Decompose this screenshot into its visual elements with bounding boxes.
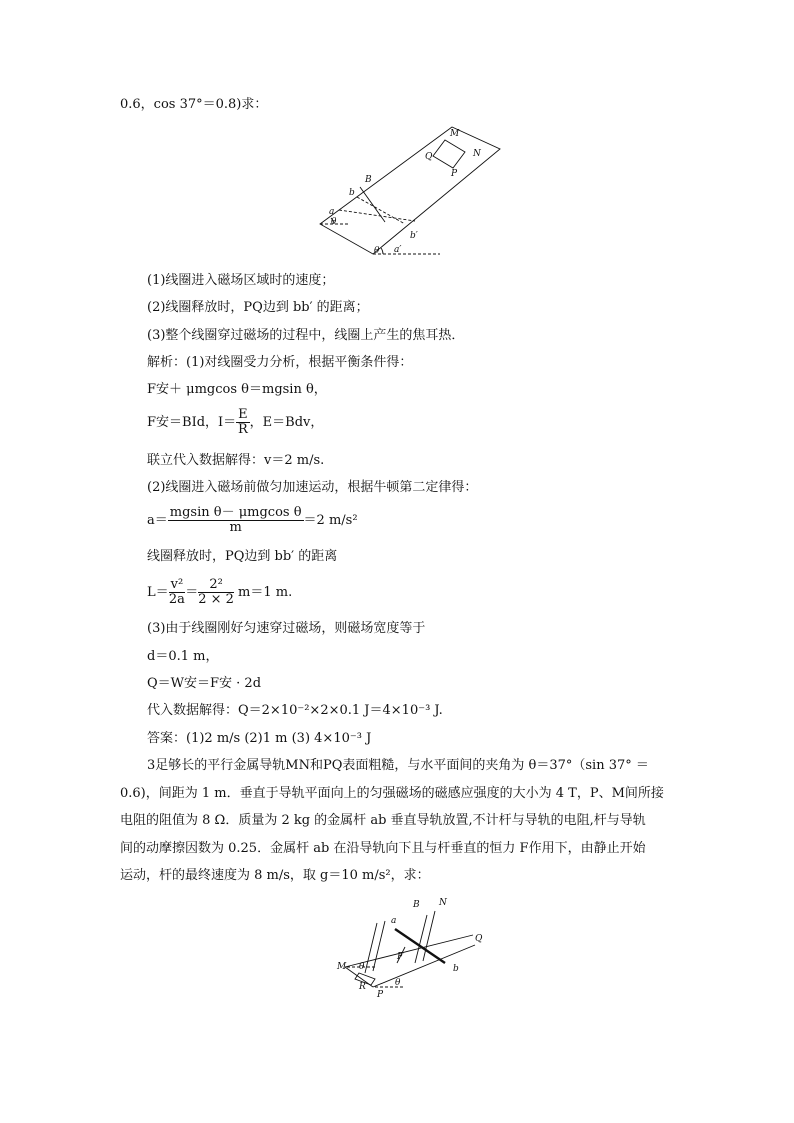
label-M: M [337, 962, 347, 972]
rail-PQ [373, 945, 475, 987]
label-b-prime: b′ [410, 231, 418, 241]
question-2: (2)线圈释放时，PQ边到 bb′ 的距离； [147, 300, 369, 315]
fraction-E-over-R: $\frac{E}{R}$ [238, 407, 248, 437]
equation-5: d＝0.1 m， [147, 649, 219, 664]
label-theta-1: θ [331, 217, 337, 227]
label-P: P [451, 169, 458, 179]
equation-4: L＝ $\frac{\text{v²}}{2a}$ ＝ $\frac{\text{2²}}{2 \times 2}$ m＝1 m. [147, 577, 293, 607]
label-Q: Q [425, 152, 433, 162]
problem3-line-2: 0.6)，间距为 1 m．垂直于导轨平面向上的匀强磁场的磁感应强度的大小为 4 T，P、M间所接 [120, 786, 664, 801]
label-N: N [473, 149, 481, 159]
problem3-line-3: 电阻的阻值为 8 Ω．质量为 2 kg 的金属杆 ab 垂直导轨放置,不计杆与导轨的电阻,杆与导轨 [120, 813, 646, 828]
intro-line: 0.6，cos 37°＝0.8)求： [120, 97, 268, 112]
problem3-line-4: 间的动摩擦因数为 0.25．金属杆 ab 在沿导轨向下且与杆垂直的恒力 F作用下，由静止开始 [120, 841, 646, 856]
fraction-v2-over-2a: $\frac{\text{v²}}{2a}$ [168, 577, 185, 607]
label-theta-2: θ [395, 978, 401, 988]
label-Q: Q [475, 934, 483, 944]
equation-2: F安＝BId，I＝ $\frac{E}{R}$ ，E＝Bdv， [147, 407, 324, 437]
label-R: R [359, 982, 366, 992]
label-theta-1: θ [359, 962, 365, 972]
solution-1-head: 解析：(1)对线圈受力分析，根据平衡条件得： [147, 355, 413, 370]
label-b: b [453, 964, 459, 974]
figure-rails-rod [335, 893, 495, 1003]
field-line-b [360, 187, 385, 222]
solution-3-head: (3)由于线圈刚好匀速穿过磁场，则磁场宽度等于 [147, 621, 426, 636]
label-b: b [349, 188, 355, 198]
boundary-aa [339, 210, 415, 221]
solution-2-distance: 线圈释放时，PQ边到 bb′ 的距离 [147, 549, 338, 564]
boundary-bb [357, 197, 405, 224]
label-F: F [397, 952, 404, 962]
solution-2-head: (2)线圈进入磁场前做匀加速运动，根据牛顿第二定律得： [147, 480, 478, 495]
label-B: B [365, 175, 372, 185]
label-M: M [450, 129, 460, 139]
label-N: N [439, 898, 447, 908]
label-B: B [413, 900, 420, 910]
problem3-line-5: 运动，杆的最终速度为 8 m/s，取 g＝10 m/s²，求： [120, 868, 430, 883]
equation-3: a＝ $\frac{\text{mgsin θ－ μmgcos θ}}{m}$ ＝2 m/s² [147, 505, 358, 535]
solution-1-result: 联立代入数据解得：v＝2 m/s. [147, 453, 325, 468]
solution-3-result: 代入数据解得：Q＝2×10⁻²×2×0.1 J＝4×10⁻³ J. [147, 703, 443, 718]
question-1: (1)线圈进入磁场区域时的速度； [147, 273, 335, 288]
equation-6: Q＝W安＝F安 · 2d [147, 676, 262, 691]
equation-1: F安＋ μmgcos θ＝mgsin θ， [147, 382, 327, 397]
label-theta-2: θ [374, 246, 380, 256]
fraction-numeric: $\frac{\text{2²}}{2 \times 2}$ [198, 577, 234, 607]
label-a: a [329, 207, 335, 217]
label-a: a [391, 916, 397, 926]
figure-inclined-plane-coil [315, 122, 510, 262]
coil-square [433, 140, 465, 168]
question-3: (3)整个线圈穿过磁场的过程中，线圈上产生的焦耳热． [147, 328, 465, 343]
fraction-acceleration: $\frac{\text{mgsin θ－ μmgcos θ}}{m}$ [169, 505, 302, 535]
answer-line: 答案：(1)2 m/s (2)1 m (3) 4×10⁻³ J [147, 731, 372, 746]
problem3-line-1: 3足够长的平行金属导轨MN和PQ表面粗糙，与水平面间的夹角为 θ＝37°（sin 37° ＝ [147, 758, 649, 773]
label-P: P [377, 990, 384, 1000]
label-a-prime: a′ [394, 245, 402, 255]
